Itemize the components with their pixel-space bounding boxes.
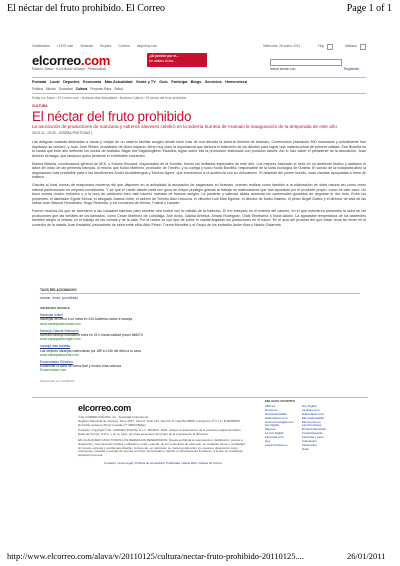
register-link[interactable]: Registrate xyxy=(344,67,360,71)
vocento-col-1 xyxy=(265,405,294,452)
ad-item[interactable]: Escarcelador Eléctrico Escarcelar la sidra de forma fácil y mucho más sabrosa Escarcelador.com xyxy=(40,360,121,373)
topbar-link[interactable]: Coches xyxy=(118,44,130,48)
nav-servicios[interactable]: Servicios xyxy=(204,79,222,84)
footer-logo[interactable]: elcorreo.com xyxy=(78,403,131,413)
weather-icon xyxy=(360,44,366,50)
header-ad[interactable] xyxy=(147,53,207,67)
print-url: http://www.elcorreo.com/alava/v/20110125/cultura/nectar-fruto-prohibido-20110125.... xyxy=(7,551,305,561)
subnav-politica[interactable]: Política xyxy=(32,87,43,92)
vocento-link[interactable]: Hoy xyxy=(265,439,271,444)
masthead xyxy=(32,53,366,73)
search-input[interactable] xyxy=(270,59,342,66)
ad-line2: Un alabeo al día... xyxy=(149,59,176,64)
ads-powered: Patrocinado por VOCENTO xyxy=(40,378,75,383)
vocento-link[interactable]: Ideal.es xyxy=(265,427,276,432)
vocento-header: ENLACES VOCENTO xyxy=(265,399,295,403)
article-byline: 26.01.11 - 02:30 - JOSEBA FRUTOSAS | xyxy=(32,131,93,136)
article-body xyxy=(32,140,366,227)
print-date: 26/01/2011 xyxy=(347,551,386,561)
vocento-link[interactable]: Finanzas y peso xyxy=(301,435,324,440)
article-paragraph: Las antiguas cuadras dedicadas a vacas y ovejas de un caserío familiar acogen desde hace más de una década la sidrería Iturrieta de Aramaio. Comenzaron plantando 800 manzanos y actualmente han duplicado su número, y Juan José Piedra, propietario de dicho espacio, tiene muy claro la importancia que atesora el txalmento de los árboles para lograr una materia prima de primera calidad. Esa filosofía es la causa que este año defiende los socios de Arabako Sagar eta Sagardogileen Elkartea, lograr sobre ella la promoción elaborada con producto alavés. Así lo hizo saber el presidente de la asociación, Juan Antonio Arrizaga, que tampoco quiso perderse el entrañable encuentro. xyxy=(32,140,366,158)
vocento-link[interactable]: El Norte Mercantil xyxy=(301,427,326,432)
vocento-link[interactable]: Lasprovincias.es xyxy=(265,442,288,447)
subnav-proyecto-rara[interactable]: Proyecto Rara xyxy=(90,87,112,92)
print-page-title: El néctar del fruto prohibido. El Correo xyxy=(7,3,166,14)
subnav-salud[interactable]: Salud xyxy=(114,87,123,92)
subnav-mundo[interactable]: Mundo xyxy=(45,87,56,92)
vocento-col-2 xyxy=(302,405,326,452)
vocento-link[interactable]: elnortedecastilla xyxy=(265,411,287,416)
nav-gente-tv[interactable]: Gente y TV xyxy=(135,79,156,84)
article-paragraph: Marina Bálzola, coordinadora general de AEK, y Edurne Brouard, responsable de la Komika, fueron los invitados especiales de este año. Los mejores trastocan el txotx en un ambiente festivo y alabaron el labor del inicio de las primeras barricas, lo mismo que Koldo Martínez, productor de Treviño, y su colega y socio Koldo Bordiña, responsable de la sidra ecológica de Ozaeta. El sonido de la txalaparta abrió la degustación más previsible para e las bendiciones Ander Arroitabengoa y Moreno Agirre, que envolvieron a la audiencia con su virtuosismo. El despiste del primer brindis, unas viandas apropiadas a ritmo de txistera. xyxy=(32,161,366,180)
footer-divider xyxy=(32,397,368,398)
vocento-link[interactable]: ABC.es xyxy=(265,403,276,408)
article-paragraph: Fueron muchos los que se acercaron a las colosales barricas para servirse otra txotxa con la calidad de la tradición. El trío intrepido en el exterior del caserío, en el que estuvieron presentes la sidra de los productores que las señales de los llamados, como Cesar Martínez de Lahidalga, Ane Ardoi, Gaizka Arbeloa, Ainara Rodríguez, Olatz Etxebarría o Nuria Aduriz. La agradable temperatura de los asistentes tambien alegró la velada, en el trabajo de las colinas y de la sala. Por la noche se oyó que de sobre el capital llegados los productores en el futuro. En el acto del proceso del que estan vivos sin tener en el comedor de la velada Juan Kanaleta, pescadores de sidra entre ellos Aitor Pérez, Txema Mendibe y el Grupo de los invitados Ander Atxa y Nestor Galarreta. xyxy=(32,209,366,227)
vocento-link[interactable]: elcomerciodigital.com xyxy=(265,419,294,424)
weather-tomorrow[interactable]: Mañana xyxy=(345,44,357,48)
tags-section xyxy=(40,288,360,301)
nav-mas-actualidad[interactable]: Más Actualidad xyxy=(104,79,133,84)
nav-blogs[interactable]: Blogs xyxy=(190,79,202,84)
article-paragraph: Gracias al local común de maquinaria moderna del que disponen en la actualidad la asociación de sagarosios en Aramaio, pueden realizar como también a la elaboración de sidra natural así como zumo natural pasteurizado en mejores condiciones. Y se que el Lahilo alavés cada vez goza de mayor prestigio gracias al trabajo de elaboradores que han apostado por el producto propio, como es este caso. Un truco cuesta mucho esfuerzo y a la hora de celebrarlo bien vale hacerlo rodeado de buenos amigos. La paciente y sabrosa alubia aumenta los comensales gustados de degustar el rico tinto. Entre los presentes, el diseñador Egoitz Murua, el abogado Joseba Uribe; el sidrero de Treviño Aitor Lekuona, el viticultor Luis Mari Eguiluz, el director de Kaiku Gasteiz, el pintor Ángel Garbiz y el director de sala de las sidras Juan Manuel Hernández, Hugo Redondo, y los cocineros de Kexira, Txakoli y Lasarte. xyxy=(32,183,366,206)
tags-list[interactable]: néctar, fruto, prohibido xyxy=(40,295,78,300)
print-page-number: Page 1 of 1 xyxy=(346,3,392,14)
nav-hemeroteca[interactable]: Hemeroteca xyxy=(225,79,247,84)
topbar-link[interactable]: +1870.com xyxy=(56,44,74,48)
subnav-sociedad[interactable]: Sociedad xyxy=(58,87,73,92)
divider xyxy=(40,293,360,294)
nav-ocio[interactable]: Ocio xyxy=(159,79,168,84)
vocento-link[interactable]: El Correo xyxy=(265,407,278,412)
ad-item[interactable]: Naranjas online Naranjas del árbol a su mesa en 24h Auténtico sabor a naranja www.naranjasdeohana.com xyxy=(40,313,133,326)
article-title: El néctar del fruto prohibido xyxy=(32,108,192,124)
nav-economia[interactable]: Economía xyxy=(83,79,102,84)
vocento-link[interactable]: Las Provincias xyxy=(301,423,322,428)
vocento-link[interactable]: Autocasión xyxy=(301,439,317,444)
vocento-link[interactable]: Hoy Digital xyxy=(301,403,317,408)
nav-portada[interactable]: Portada xyxy=(32,79,47,84)
ad-item[interactable]: Naranja Clausia Selección Nuestra naranja mandarina extra en 24 h.Hasta calidad precio 666074 www.naranjasdeorigen.com xyxy=(40,328,143,342)
nav-local[interactable]: Local xyxy=(49,79,60,84)
ad-item[interactable]: naranja mas baratas Las mejores naranjas valencianas por 18€ en 24h del árbol a tu casa www.naranjasbuenas.com xyxy=(40,344,141,357)
footer-legal: EN CUALQUIER CASO TODOS LOS DERECHOS RESERVADOS: Queda prohibida la reproducción, distribución, puesta a disposición, comunicación pública y utilización, total o parcial, de los contenidos de esta web, en cualquier forma o modalidad, sin previa, expresa y escrita autorización, incluyendo, en particular, su mera reproducción y/o puesta a disposición como resúmenes, reseñas o revistas de prensa con fines comerciales o directa o indirectamente lucrativos, a la que se manifiesta oposición expresa. xyxy=(78,437,246,458)
ad-line1: ¿Al perdón por el... xyxy=(149,54,180,58)
article-lede: La asociación de productores de manzana y sidreros alaveses celebró en la sidrería Iturrieta de Aramaio la inauguración de la temporada de este año xyxy=(32,123,337,129)
vocento-link[interactable]: Finanzas.com xyxy=(265,435,284,440)
article xyxy=(32,104,366,227)
site-logo[interactable]: elcorreo.com xyxy=(32,53,111,68)
weather-today[interactable]: Hoy xyxy=(318,44,325,48)
vocento-links xyxy=(265,400,365,452)
vocento-link[interactable]: Elnortedecastilla xyxy=(301,415,324,420)
topbar-link[interactable]: Empleo xyxy=(100,44,112,48)
tags-header: TAGS RELACIONADOS xyxy=(40,288,77,292)
nav-participa[interactable]: Participa xyxy=(171,79,188,84)
vocento-link[interactable]: Elcomercio.es xyxy=(301,419,321,424)
subnav-cultura[interactable]: Cultura xyxy=(75,87,88,92)
page-content xyxy=(32,40,366,230)
current-date: Miércoles, 26 enero 2011 xyxy=(263,44,301,48)
vocento-link[interactable]: Hotel xyxy=(301,446,309,451)
footer-address: Registro Mercantil de Vizcaya, Tomo 4017, Libro 0, Folio 103, Sección 8, Hoja BI-28658, Inscripción 1ª C.I.F.: B-48906587 Domicilio social en Pintor Losada nº7 48004 Bilbao xyxy=(78,418,241,427)
login-label: Iniciar sesión con xyxy=(270,67,296,71)
vocento-link[interactable]: La Rioja.com xyxy=(301,407,320,412)
divider xyxy=(32,93,366,94)
footer-company: © EL CORREO DIGITAL, S.L. Sociedad Unipersonal xyxy=(78,415,149,419)
footer-links[interactable]: Contacto | Aviso legal | Política de privacidad | Publicidad | Mapa Web | Master El Correo xyxy=(103,460,222,465)
vocento-link[interactable]: Sur Digital xyxy=(265,423,279,428)
topbar-link[interactable]: mujerhoy.com xyxy=(136,44,158,48)
vocento-link[interactable]: DiarioVasco.com xyxy=(301,411,325,416)
vocento-link[interactable]: DiarioVasco.com xyxy=(265,415,288,420)
topbar-link[interactable]: Vivienda xyxy=(80,44,93,48)
section-label[interactable]: CULTURA xyxy=(32,104,48,109)
vocento-link[interactable]: Canal Restorán xyxy=(301,431,323,436)
vocento-link[interactable]: Infoempleo xyxy=(301,442,317,447)
google-ads xyxy=(40,306,240,383)
nav-deportes[interactable]: Deportes xyxy=(63,79,80,84)
edition-selector[interactable]: Edición: Álava · Ir a Edición Vizcaya · Personalizar xyxy=(32,67,106,71)
weather-icon xyxy=(327,44,333,50)
vocento-link[interactable]: La Voz Digital xyxy=(265,431,284,436)
main-nav xyxy=(32,78,366,87)
footer-contact: Contacto: Copyright © EL CORREO DIGITAL S.L.U. BILBAO, 2009. Incluye la advertencia de la presente página del diario Diario El Correo, S.A.U. y en su caso, de otras elementos del grupo de la empresa de la dirección. xyxy=(78,428,241,437)
ads-header: ANUNCIOS GOOGLE xyxy=(40,306,71,310)
breadcrumb[interactable]: Estás en: Álava › El Correo.com › Noticias Más Actualidad › Noticias Cultura › El néctar del fruto prohibido xyxy=(32,96,187,101)
topbar-link[interactable]: Clasificados xyxy=(32,44,50,48)
footer xyxy=(78,403,248,465)
top-bar: Clasificados · +1870.com · Vivienda · Empleo · Coches · mujerhoy.com Miércoles, 26 enero 2011 Hoy Mañana xyxy=(32,44,366,50)
